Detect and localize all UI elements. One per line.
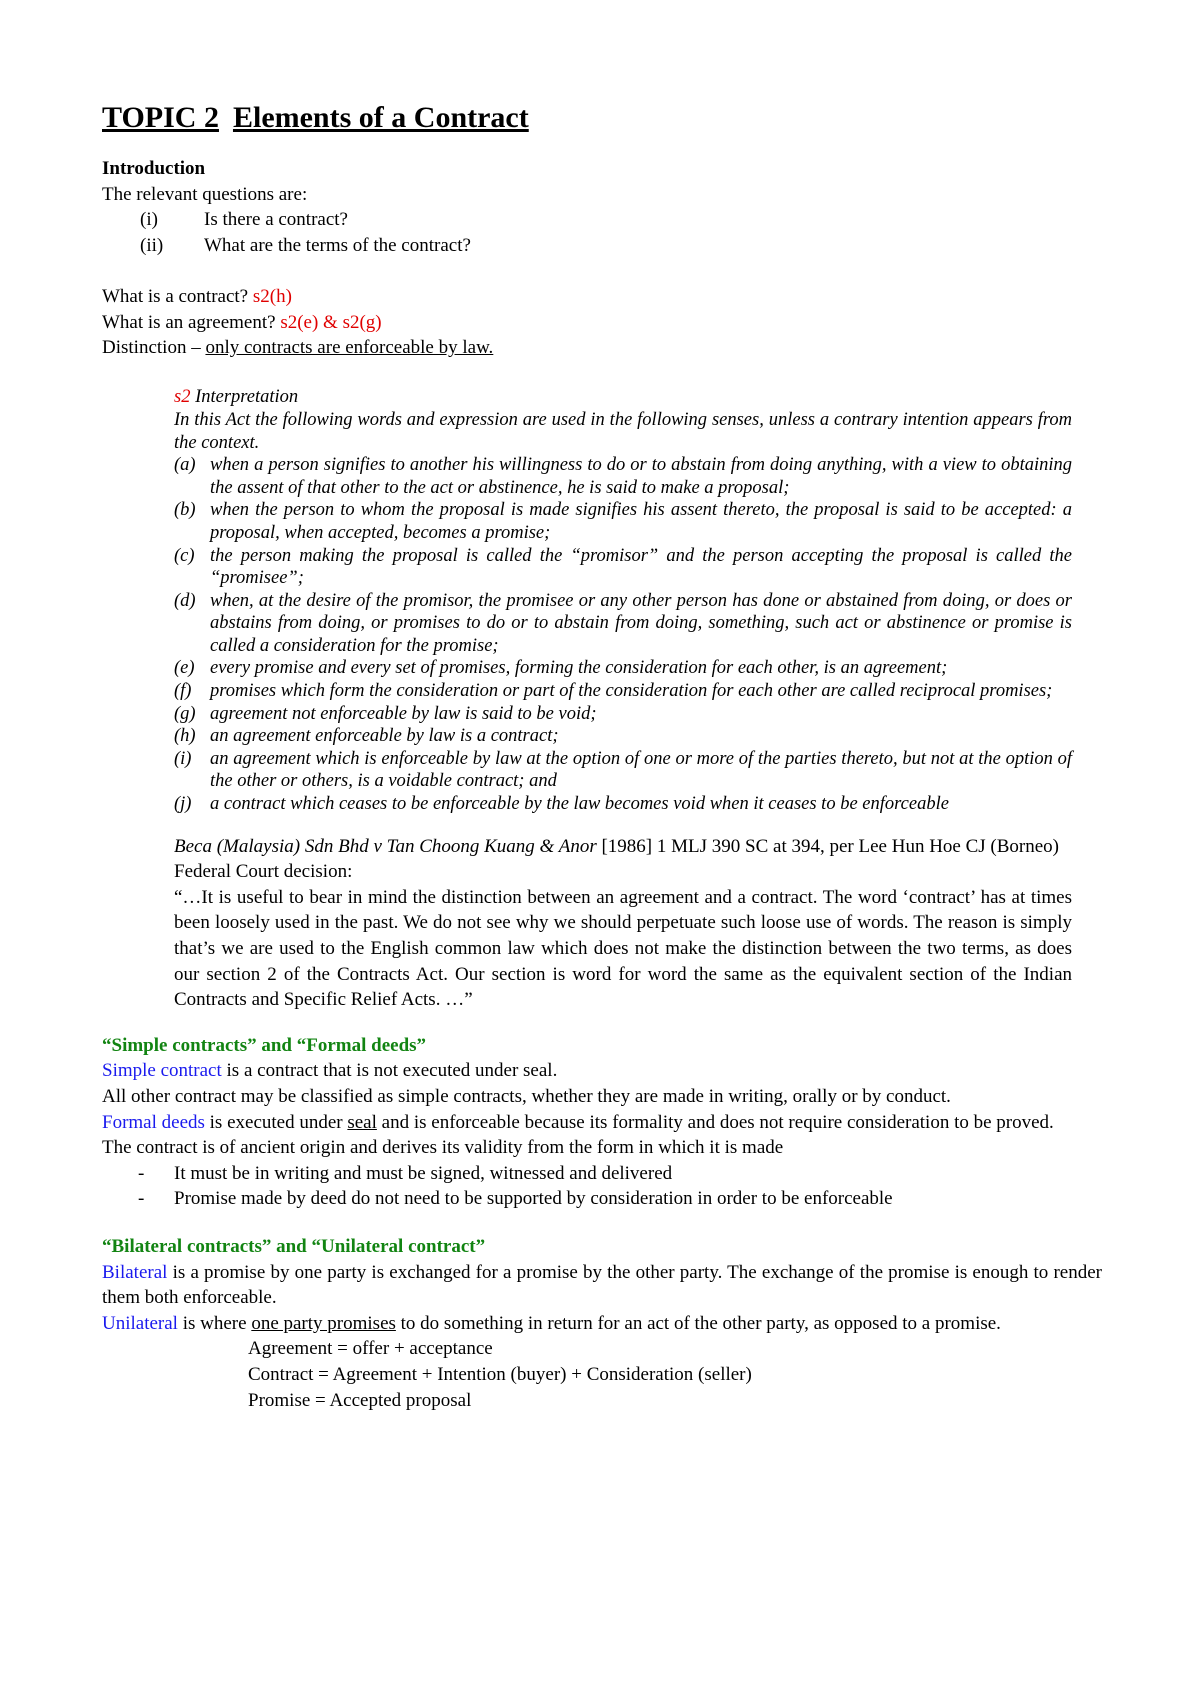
distinction-line — [102, 335, 1102, 361]
s2-interpretation-block — [174, 386, 1072, 815]
bilateral-def — [102, 1260, 1102, 1311]
unilateral-text: is where — [177, 1312, 252, 1334]
definition-key: (d) — [174, 590, 196, 611]
s2-heading — [174, 386, 1072, 409]
definition-text: when the person to whom the proposal is made signifies his assent thereto, the proposal is said to be accepted: a proposal, when accepted, becomes a promise; — [210, 500, 1072, 543]
simple-contract-term: Simple contract — [102, 1060, 222, 1082]
definition-key: (f) — [174, 681, 192, 702]
unilateral-text-rest: to do something in return for an act of the other party, as opposed to a promise. — [395, 1312, 1001, 1334]
distinction-lead: Distinction – — [102, 337, 206, 359]
simple-contracts-heading: “Simple contracts” and “Formal deeds” — [102, 1034, 427, 1056]
title-subject: Elements of a Contract — [232, 101, 529, 134]
deed-bullet — [102, 1161, 1102, 1187]
question-item — [102, 207, 1102, 233]
definition-text: when, at the desire of the promisor, the promisee or any other person has done or abstained from doing, or does or abstains from doing, or promises to do or to abstain from doing, something, such act or abstinence or promise is called a consideration for the promise; — [210, 590, 1072, 656]
contract-section-ref: s2(h) — [252, 285, 292, 307]
distinction-text: only contracts are enforceable by law. — [205, 337, 494, 359]
definition-key: (h) — [174, 726, 196, 747]
simple-contract-classification: All other contract may be classified as simple contracts, whether they are made in writing, orally or by conduct. — [102, 1085, 951, 1107]
s2-intro: In this Act the following words and expression are used in the following senses, unless a contrary intention appears from the context. — [174, 409, 1072, 453]
definition-item — [174, 680, 1072, 703]
definition-text: an agreement which is enforceable by law at the option of one or more of the parties thereto, but not at the option of the other or others, is a voidable contract; and — [210, 748, 1072, 792]
s2-ref: s2 — [174, 387, 191, 408]
definition-text: promises which form the consideration or part of the consideration for each other are called reciprocal promises; — [210, 681, 1053, 702]
definition-item — [174, 657, 1072, 680]
question-number: (ii) — [140, 234, 164, 256]
bullet-dash: - — [138, 1162, 145, 1184]
question-text: Is there a contract? — [204, 209, 348, 231]
case-name: Beca (Malaysia) Sdn Bhd v Tan Choong Kuang & Anor — [174, 835, 597, 857]
definition-item — [174, 545, 1072, 590]
s2-heading-text: Interpretation — [190, 387, 299, 408]
formal-deeds-text: is executed under — [204, 1111, 348, 1133]
title-topic: TOPIC 2 — [102, 101, 219, 134]
definition-text: an agreement enforceable by law is a contract; — [210, 726, 559, 747]
formulas — [248, 1336, 1102, 1413]
definition-text: a contract which ceases to be enforceable by the law becomes void when it ceases to be enforceable — [210, 794, 949, 815]
seal-term: seal — [347, 1111, 377, 1133]
case-court: Federal Court decision: — [174, 861, 353, 883]
unilateral-def — [102, 1311, 1102, 1337]
definition-item — [174, 725, 1072, 748]
simple-contract-def — [102, 1058, 1102, 1084]
document-body — [102, 100, 1102, 1413]
deed-origin: The contract is of ancient origin and derives its validity from the form in which it is made — [102, 1137, 784, 1159]
case-quote: “…It is useful to bear in mind the distinction between an agreement and a contract. The word ‘contract’ has at times been loosely used in the past. We do not see why we should perpetuate such loose use of words. The reason is simply that’s we are used to the English common law which does not make the distinction between the two terms, as does our section 2 of the Contracts Act. Our section is word for word the same as the equivalent section of the Indian Contracts and Specific Relief Acts. …” — [174, 886, 1072, 1011]
definition-item — [174, 703, 1072, 726]
question-number: (i) — [140, 209, 158, 231]
definition-key: (j) — [174, 794, 192, 815]
bilateral-text: is a promise by one party is exchanged for a promise by the other party. The exchange of the promise is enough to render them both enforceable. — [102, 1261, 1102, 1309]
bullet-text: It must be in writing and must be signed, witnessed and delivered — [174, 1162, 673, 1184]
definition-key: (a) — [174, 455, 196, 476]
formula-contract: Contract = Agreement + Intention (buyer) + Consideration (seller) — [248, 1363, 752, 1385]
introduction-lead: The relevant questions are: — [102, 183, 308, 205]
definition-key: (i) — [174, 748, 192, 769]
unilateral-term: Unilateral — [102, 1312, 178, 1334]
bilateral-heading: “Bilateral contracts” and “Unilateral contract” — [102, 1235, 486, 1257]
simple-contract-text: is a contract that is not executed under seal. — [221, 1060, 558, 1082]
deed-bullet — [102, 1186, 1102, 1212]
bullet-text: Promise made by deed do not need to be supported by consideration in order to be enforceable — [174, 1188, 893, 1210]
case-block — [174, 834, 1072, 1013]
bullet-dash: - — [138, 1188, 145, 1210]
case-citation-text: [1986] 1 MLJ 390 SC at 394, per Lee Hun Hoe CJ (Borneo) — [596, 835, 1059, 857]
question-text: What are the terms of the contract? — [204, 234, 471, 256]
page-title — [102, 100, 1102, 136]
agreement-question — [102, 310, 1102, 336]
case-citation — [174, 834, 1072, 860]
agreement-section-ref: s2(e) & s2(g) — [280, 311, 382, 333]
formal-deeds-term: Formal deeds — [102, 1111, 205, 1133]
questions-list — [102, 207, 1102, 258]
contract-question-text: What is a contract? — [102, 285, 249, 307]
definition-item — [174, 499, 1072, 544]
definition-item — [174, 748, 1072, 793]
formal-deeds-def — [102, 1110, 1102, 1136]
definition-text: the person making the proposal is called the “promisor” and the person accepting the proposal is called the “promisee”; — [210, 545, 1072, 589]
definition-item — [174, 793, 1072, 816]
definition-key: (b) — [174, 500, 196, 521]
definition-key: (g) — [174, 703, 196, 724]
definition-key: (e) — [174, 658, 195, 679]
definition-key: (c) — [174, 545, 195, 566]
formula-promise: Promise = Accepted proposal — [248, 1389, 472, 1411]
definition-item — [174, 590, 1072, 658]
question-item — [102, 233, 1102, 259]
introduction-heading: Introduction — [102, 158, 206, 179]
formula-agreement: Agreement = offer + acceptance — [248, 1338, 493, 1360]
definition-text: every promise and every set of promises, forming the consideration for each other, is an agreement; — [210, 658, 948, 679]
definition-text: agreement not enforceable by law is said to be void; — [210, 703, 597, 724]
unilateral-underlined: one party promises — [251, 1312, 396, 1334]
bilateral-term: Bilateral — [102, 1261, 168, 1283]
definition-item — [174, 454, 1072, 499]
agreement-question-text: What is an agreement? — [102, 311, 276, 333]
contract-question — [102, 284, 1102, 310]
definition-text: when a person signifies to another his willingness to do or to abstain from doing anything, with a view to obtaining the assent of that other to the act or abstinence, he is said to make a proposal; — [210, 455, 1072, 498]
s2-definitions — [174, 454, 1072, 816]
formal-deeds-text-rest: and is enforceable because its formality and does not require consideration to be proved. — [376, 1111, 1054, 1133]
